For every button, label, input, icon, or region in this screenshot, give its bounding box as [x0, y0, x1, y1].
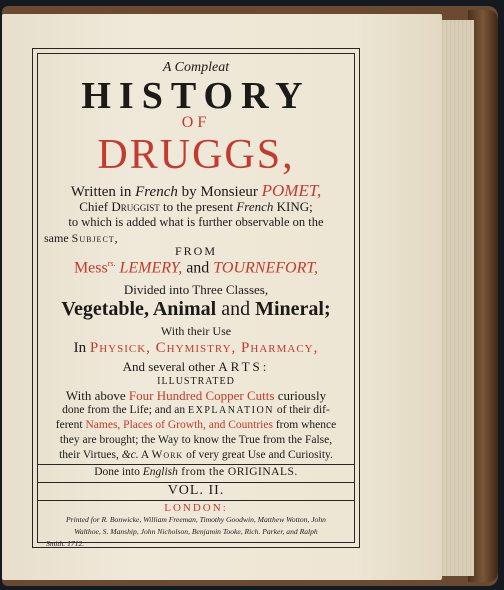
printer-line-2: Walthoe, S. Manship, John Nicholson, Benjamin Tooke, Rich. Parker, and Ralph	[74, 527, 318, 536]
physick-line: In Physick, Chymistry, Pharmacy,	[73, 340, 319, 356]
names-line: ferent Names, Places of Growth, and Countries from whence	[55, 419, 337, 431]
illustrated-line: ILLUSTRATED	[157, 376, 235, 387]
printer-line-3: Smith. 1712.	[46, 539, 85, 548]
vegetable-animal-mineral: Vegetable, Animal and Mineral;	[61, 298, 331, 320]
divider-bottom	[38, 500, 354, 501]
explanation-line: done from the Life; and an EXPLANATION of their dif-	[62, 404, 330, 416]
added-line: to which is added what is further observable on the	[68, 215, 324, 229]
druggs-heading: DRUGGS,	[97, 132, 295, 178]
of-heading: OF	[181, 114, 211, 131]
divided-line: Divided into Three Classes,	[123, 282, 269, 297]
with-use-line: With their Use	[160, 324, 232, 338]
several-arts-line: And several other ARTS:	[122, 359, 270, 374]
copper-cutts-line: With above Four Hundred Copper Cutts curiously	[65, 388, 327, 403]
same-subject-line: same Subject,	[44, 231, 119, 245]
from-line: FROM	[174, 244, 217, 258]
london-line: LONDON:	[164, 502, 228, 514]
chief-line: Chief Druggist to the present French KING;	[79, 199, 313, 214]
done-into-english: Done into English from the ORIGINALS.	[94, 466, 298, 478]
brought-line: they are brought; the Way to know the True from the False,	[59, 434, 333, 446]
history-heading: HISTORY	[81, 75, 311, 117]
virtues-line: their Virtues, &c. A Work of very great Use and Curiosity.	[59, 449, 333, 461]
a-compleat: A Compleat	[162, 60, 230, 75]
divider-top	[38, 464, 354, 465]
printer-line-1: Printed for R. Bonwicke, William Freeman, Timothy Goodwin, Matthew Wotton, John	[66, 515, 326, 524]
volume-line: VOL. II.	[167, 483, 225, 498]
written-line: Written in French by Monsieur POMET,	[70, 181, 322, 200]
authors-line: Mess$^{rs.}$ LEMERY, and TOURNEFORT,	[73, 259, 319, 277]
